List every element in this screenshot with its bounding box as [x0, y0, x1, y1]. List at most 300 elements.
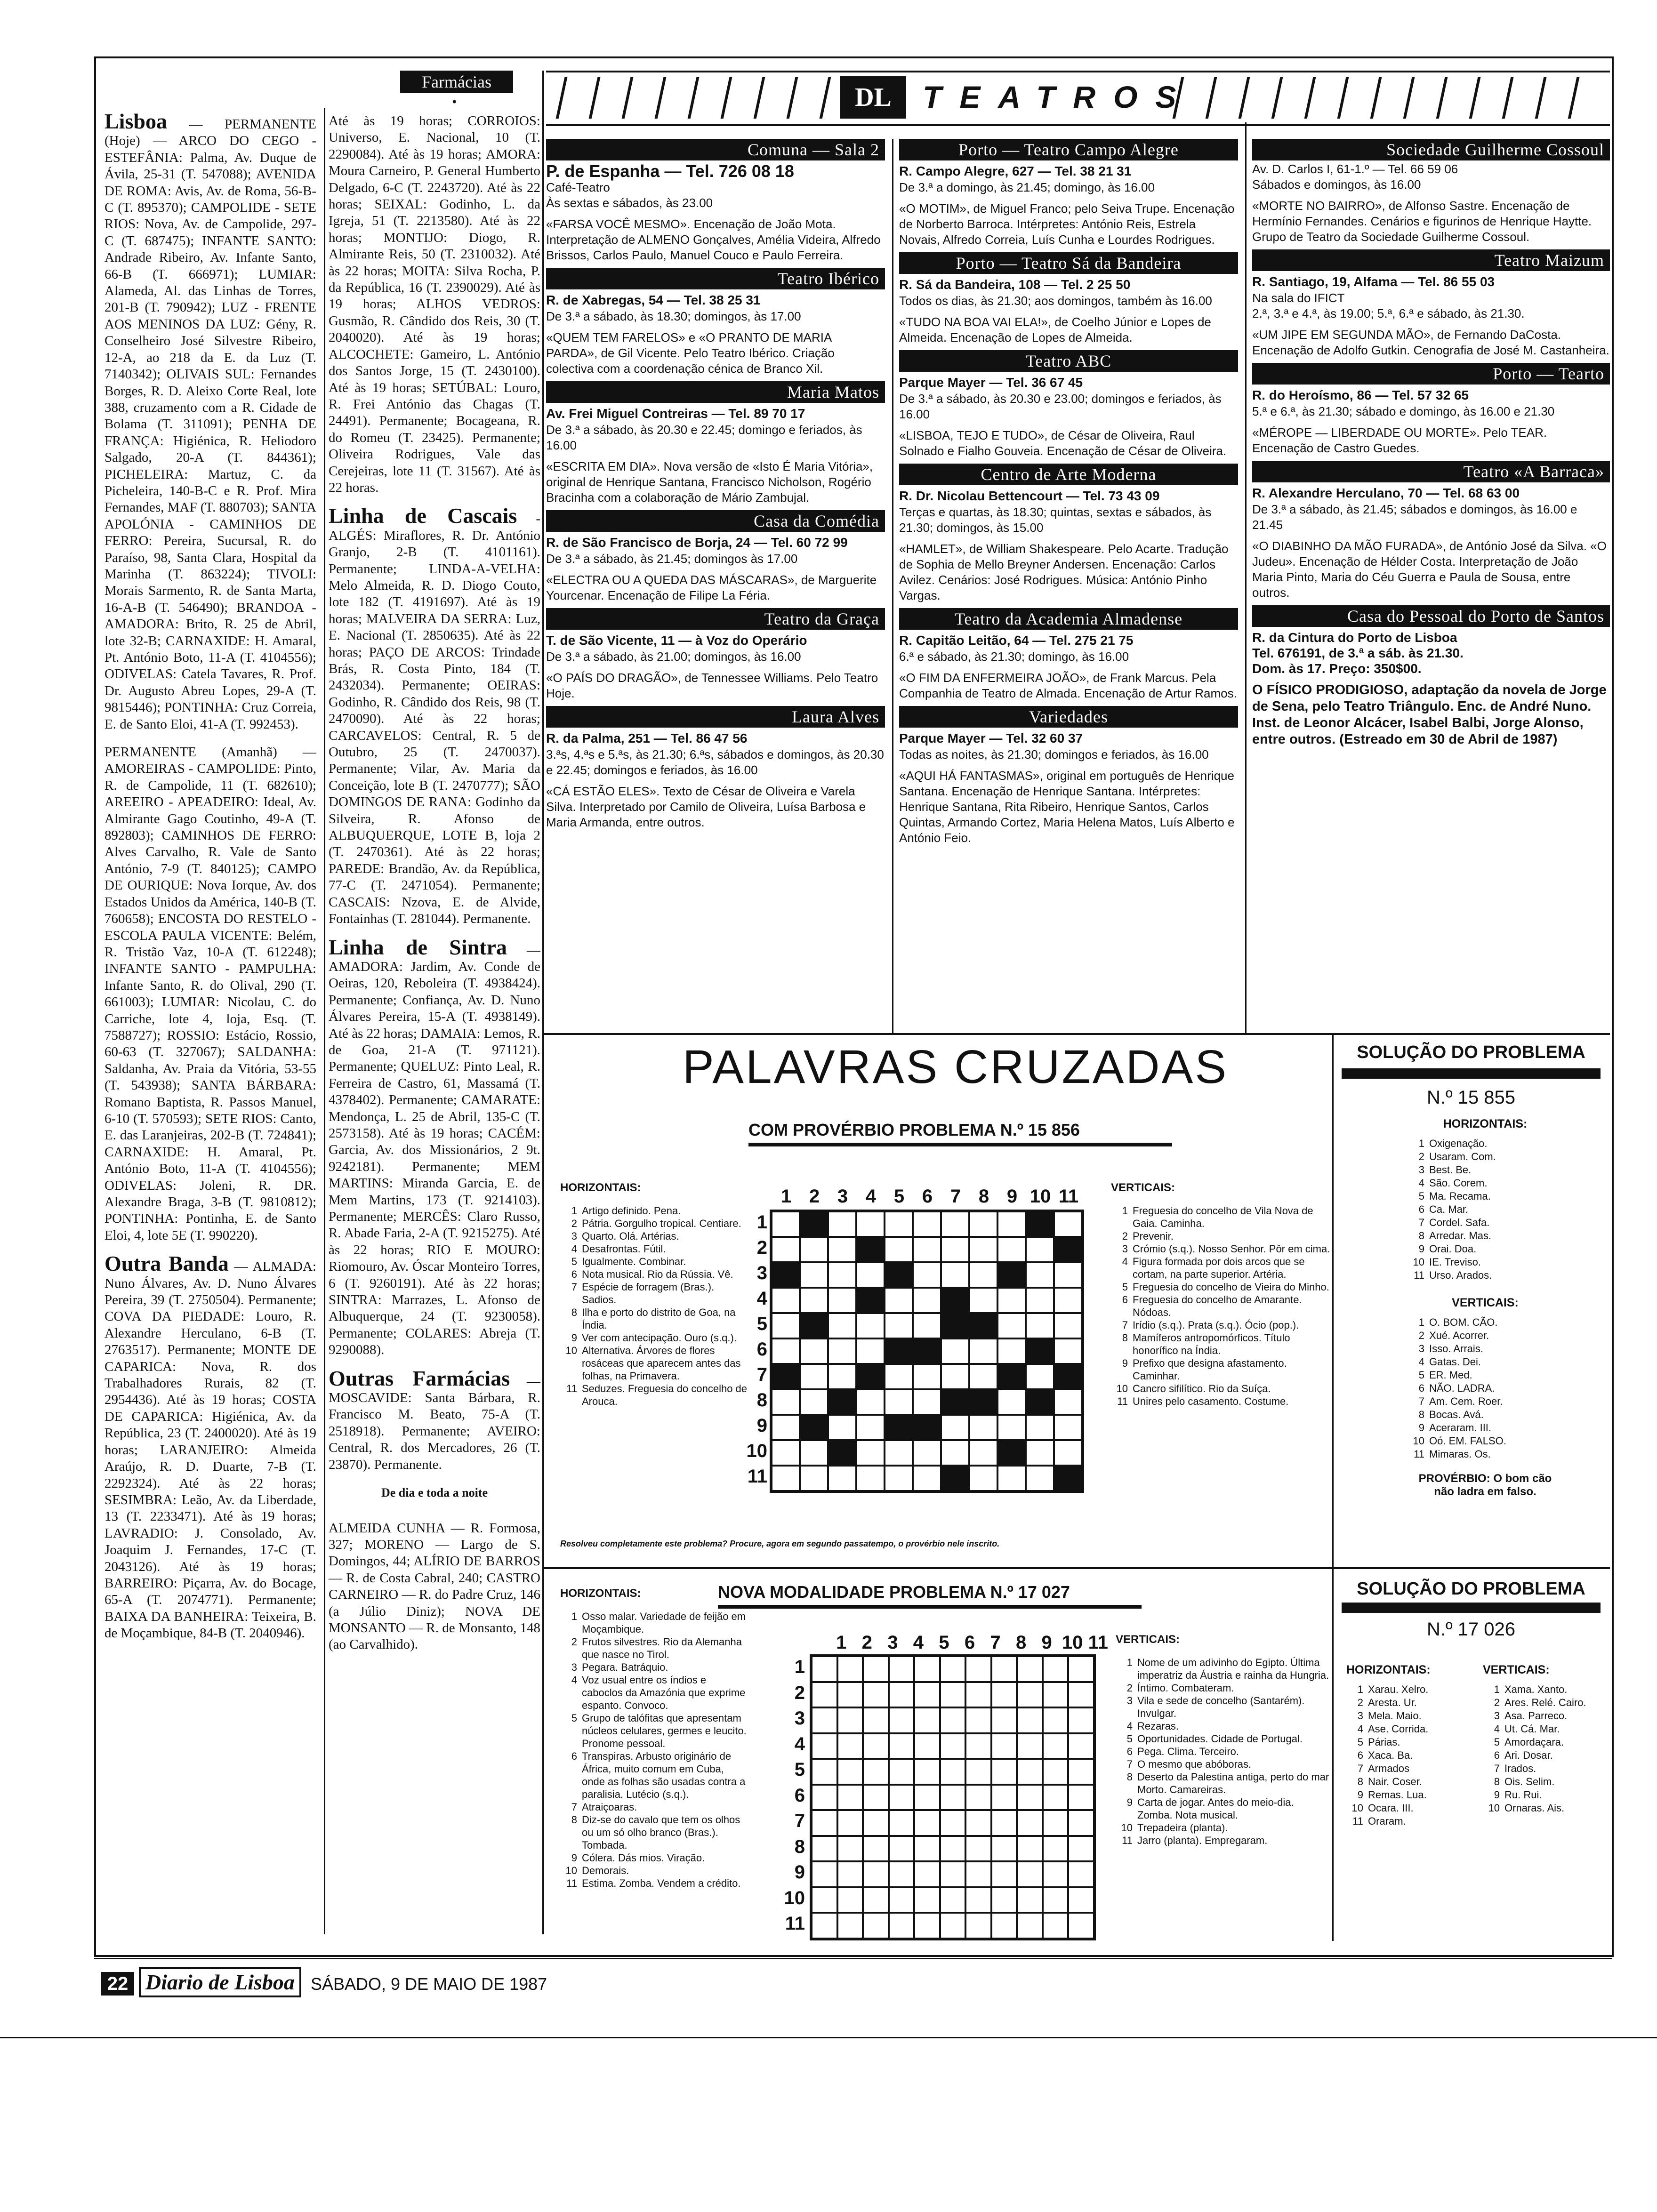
- solution-text: Amordaçara.: [1504, 1736, 1564, 1748]
- farmacia-entry: [105, 1251, 316, 1642]
- grid-cell[interactable]: [1017, 1656, 1043, 1682]
- grid-cell[interactable]: [991, 1656, 1017, 1682]
- grid-cell[interactable]: [837, 1759, 863, 1785]
- clue-text: Voz usual entre os índios e caboclos da Amazónia que exprime espanto. Convoco.: [582, 1674, 746, 1711]
- clue-number: 8: [571, 1306, 577, 1318]
- grid-cell[interactable]: [965, 1913, 991, 1939]
- clue-text: Crómio (s.q.). Nosso Senhor. Pôr em cima.: [1133, 1243, 1330, 1255]
- theatre-schedule: Na sala do IFICT 2.ª, 3.ª e 4.ª, às 19.00; 5.ª, 6.ª e sábado, às 21.30.: [1252, 291, 1525, 321]
- grid-cell[interactable]: [889, 1733, 915, 1759]
- grid-cell[interactable]: [856, 1211, 885, 1237]
- grid-cell[interactable]: [991, 1682, 1017, 1708]
- grid-cell[interactable]: [885, 1237, 913, 1262]
- grid-cell[interactable]: [997, 1415, 1026, 1440]
- grid-cell[interactable]: [914, 1887, 940, 1913]
- solution-text: Xué. Acorrer.: [1429, 1330, 1489, 1341]
- clues-heading: VERTICAIS:: [1111, 1181, 1175, 1194]
- subtitle-underline: [748, 1143, 1172, 1146]
- grid-cell[interactable]: [856, 1415, 885, 1440]
- grid-cell[interactable]: [913, 1364, 941, 1389]
- theatre-listing: [899, 252, 1238, 345]
- grid-cell[interactable]: [837, 1836, 863, 1862]
- grid-cell[interactable]: [863, 1836, 889, 1862]
- grid-cell[interactable]: [914, 1836, 940, 1862]
- grid-cell[interactable]: [828, 1288, 856, 1313]
- grid-cell[interactable]: [1068, 1887, 1094, 1913]
- grid-cell[interactable]: [1017, 1682, 1043, 1708]
- clue-item: [1111, 1395, 1332, 1408]
- solution-item: [1483, 1723, 1601, 1736]
- theatre-play: O FÍSICO PRODIGIOSO, adaptação da novela de Jorge de Sena, pelo Teatro Triângulo. Enc. de André Nuno. Inst. de Leonor Alcácer, Isabel Balbi, Jorge Alonso, entre outros. (Estreado em 30 de Abril de 1987): [1252, 682, 1607, 747]
- grid-cell[interactable]: [837, 1656, 863, 1682]
- row-number: 1: [794, 1657, 805, 1677]
- teatros-column-1: [546, 139, 885, 835]
- grid-cell[interactable]: [863, 1913, 889, 1939]
- grid-cell[interactable]: [997, 1338, 1026, 1364]
- header-slash-mark: [754, 77, 765, 119]
- grid-cell[interactable]: [1068, 1733, 1094, 1759]
- farmacia-text: Até às 19 horas; CORROIOS: Universo, E. Nacional, 10 (T. 2290084). Até às 19 horas; AMORA: Moura Carneiro, P. General Humberto Delgado, 6-C (T. 2243720). Até às 22 horas; SEIXAL: Godinho, L. da Igreja, 51 (T. 2213580). Até às 22 horas; MONTIJO: Diogo, R. Almirante Reis, 50 (T. 2310032). Até às 22 horas; MOITA: Silva Rocha, P. da República, 16 (T. 2390029). Até às 19 horas; ALHOS VEDROS: Gusmão, R. Cândido dos Reis, 30 (T. 2040020). Até às 19 horas; ALCOCHETE: Gameiro, L. António dos Santos Jorge, 15 (T. 2430100). Até às 19 horas; SETÚBAL: Louro, R. Frei António das Chagas (T. 24491). Permanente; Bocageana, R. do Romeu (T. 23425). Permanente; Oliveira Rodrigues, Vale das Cerejeiras, lote 11 (T. 31567). Até às 22 horas.: [329, 113, 540, 495]
- grid-cell[interactable]: [965, 1861, 991, 1887]
- grid-cell[interactable]: [1043, 1810, 1069, 1836]
- clue-text: Trepadeira (planta).: [1137, 1822, 1228, 1834]
- grid-cell[interactable]: [837, 1733, 863, 1759]
- solution-text: Armados: [1368, 1763, 1410, 1774]
- grid-cell[interactable]: [914, 1913, 940, 1939]
- grid-cell[interactable]: [1026, 1415, 1054, 1440]
- grid-cell[interactable]: [837, 1707, 863, 1733]
- solution-text: Oxigenação.: [1429, 1138, 1488, 1149]
- solution-text: Best. Be.: [1429, 1164, 1472, 1176]
- grid-cell[interactable]: [940, 1913, 966, 1939]
- grid-cell[interactable]: [941, 1364, 969, 1389]
- clue-text: Artigo definido. Pena.: [582, 1205, 681, 1217]
- grid-cell[interactable]: [812, 1810, 837, 1836]
- grid-cell[interactable]: [965, 1836, 991, 1862]
- grid-cell[interactable]: [1026, 1237, 1054, 1262]
- grid-cell[interactable]: [772, 1466, 800, 1491]
- grid-cell[interactable]: [1017, 1810, 1043, 1836]
- crossword-subtitle: COM PROVÉRBIO PROBLEMA N.º 15 856: [748, 1120, 1080, 1139]
- row-number: 9: [794, 1862, 805, 1883]
- grid-cell[interactable]: [1026, 1262, 1054, 1288]
- grid-cell[interactable]: [812, 1656, 837, 1682]
- grid-cell[interactable]: [1043, 1913, 1069, 1939]
- grid-cell[interactable]: [863, 1682, 889, 1708]
- grid-cell[interactable]: [889, 1682, 915, 1708]
- grid-cell[interactable]: [991, 1759, 1017, 1785]
- grid-cell[interactable]: [914, 1861, 940, 1887]
- grid-cell[interactable]: [889, 1656, 915, 1682]
- crossword2-grid[interactable]: [810, 1654, 1096, 1940]
- grid-cell[interactable]: [889, 1707, 915, 1733]
- grid-cell[interactable]: [991, 1810, 1017, 1836]
- grid-cell[interactable]: [940, 1733, 966, 1759]
- grid-cell[interactable]: [941, 1211, 969, 1237]
- grid-cell[interactable]: [1068, 1785, 1094, 1811]
- grid-cell[interactable]: [991, 1913, 1017, 1939]
- solution-number: 3: [1418, 1343, 1424, 1354]
- grid-cell[interactable]: [1068, 1759, 1094, 1785]
- grid-cell[interactable]: [914, 1733, 940, 1759]
- header-slash-mark: [721, 77, 732, 119]
- grid-cell[interactable]: [1068, 1861, 1094, 1887]
- crossword1-grid[interactable]: [770, 1210, 1084, 1493]
- grid-cell[interactable]: [991, 1733, 1017, 1759]
- grid-cell[interactable]: [969, 1364, 997, 1389]
- grid-cell[interactable]: [1054, 1440, 1082, 1466]
- solution-text: Aresta. Ur.: [1368, 1697, 1417, 1708]
- grid-cell[interactable]: [1043, 1861, 1069, 1887]
- grid-cell[interactable]: [1054, 1415, 1082, 1440]
- grid-cell[interactable]: [997, 1313, 1026, 1338]
- grid-cell[interactable]: [1054, 1211, 1082, 1237]
- solution-number: 9: [1494, 1789, 1500, 1801]
- clue-number: 10: [1116, 1383, 1128, 1395]
- grid-cell[interactable]: [772, 1237, 800, 1262]
- solution-text: Ois. Selim.: [1504, 1776, 1555, 1787]
- grid-cell[interactable]: [940, 1887, 966, 1913]
- grid-cell[interactable]: [828, 1415, 856, 1440]
- solution-number: 2: [1494, 1697, 1500, 1708]
- grid-cell[interactable]: [969, 1415, 997, 1440]
- grid-cell[interactable]: [772, 1440, 800, 1466]
- theatre-schedule: De 3.ª a domingo, às 21.45; domingo, às 16.00: [899, 180, 1155, 194]
- grid-cell[interactable]: [965, 1656, 991, 1682]
- grid-cell[interactable]: [1026, 1313, 1054, 1338]
- grid-cell[interactable]: [914, 1759, 940, 1785]
- solution-text: Ma. Recama.: [1429, 1190, 1491, 1202]
- grid-cell[interactable]: [940, 1759, 966, 1785]
- grid-cell[interactable]: [812, 1861, 837, 1887]
- grid-cell[interactable]: [969, 1440, 997, 1466]
- solution-number: 10: [1413, 1256, 1424, 1268]
- grid-cell[interactable]: [889, 1810, 915, 1836]
- clue-number: 2: [571, 1218, 577, 1229]
- solution-number: 1: [1418, 1316, 1424, 1328]
- grid-cell[interactable]: [837, 1682, 863, 1708]
- grid-cell[interactable]: [914, 1656, 940, 1682]
- clue-text: Nota musical. Rio da Rússia. Vê.: [582, 1268, 733, 1280]
- grid-cell[interactable]: [1043, 1682, 1069, 1708]
- solution-heading: HORIZONTAIS:: [1443, 1117, 1528, 1130]
- grid-cell[interactable]: [1043, 1836, 1069, 1862]
- column-number: 3: [887, 1632, 898, 1653]
- clue-number: 10: [565, 1345, 577, 1356]
- grid-cell[interactable]: [940, 1861, 966, 1887]
- grid-cell[interactable]: [885, 1211, 913, 1237]
- grid-cell[interactable]: [941, 1338, 969, 1364]
- clue-text: Pátria. Gorgulho tropical. Centiare.: [582, 1218, 741, 1229]
- grid-cell[interactable]: [772, 1211, 800, 1237]
- solution-text: Aceraram. III.: [1429, 1422, 1492, 1434]
- grid-cell[interactable]: [837, 1861, 863, 1887]
- grid-cell[interactable]: [941, 1415, 969, 1440]
- grid-cell[interactable]: [885, 1313, 913, 1338]
- grid-cell[interactable]: [1043, 1785, 1069, 1811]
- grid-cell[interactable]: [812, 1785, 837, 1811]
- grid-cell[interactable]: [913, 1262, 941, 1288]
- grid-cell[interactable]: [965, 1810, 991, 1836]
- solution-item: [1408, 1137, 1563, 1150]
- clue-number: 2: [1122, 1230, 1128, 1242]
- grid-cell[interactable]: [969, 1338, 997, 1364]
- grid-cell[interactable]: [800, 1466, 828, 1491]
- grid-cell[interactable]: [885, 1389, 913, 1415]
- grid-cell[interactable]: [913, 1313, 941, 1338]
- grid-cell[interactable]: [1068, 1836, 1094, 1862]
- grid-cell[interactable]: [997, 1466, 1026, 1491]
- grid-cell[interactable]: [812, 1913, 837, 1939]
- grid-cell[interactable]: [969, 1466, 997, 1491]
- grid-cell[interactable]: [828, 1338, 856, 1364]
- grid-cell[interactable]: [1026, 1288, 1054, 1313]
- grid-cell[interactable]: [913, 1211, 941, 1237]
- grid-cell[interactable]: [940, 1656, 966, 1682]
- grid-cell[interactable]: [772, 1288, 800, 1313]
- grid-cell[interactable]: [800, 1389, 828, 1415]
- column-number: 8: [1015, 1632, 1027, 1653]
- clue-text: Rezaras.: [1137, 1720, 1179, 1732]
- grid-cell[interactable]: [885, 1364, 913, 1389]
- grid-cell[interactable]: [856, 1389, 885, 1415]
- grid-cell[interactable]: [1068, 1656, 1094, 1682]
- grid-cell[interactable]: [1043, 1887, 1069, 1913]
- grid-cell[interactable]: [997, 1211, 1026, 1237]
- grid-cell[interactable]: [812, 1887, 837, 1913]
- grid-cell[interactable]: [965, 1759, 991, 1785]
- grid-cell[interactable]: [969, 1288, 997, 1313]
- grid-cell[interactable]: [889, 1836, 915, 1862]
- grid-cell[interactable]: [812, 1682, 837, 1708]
- grid-cell[interactable]: [828, 1313, 856, 1338]
- theatre-schedule: Café-Teatro Às sextas e sábados, às 23.00: [546, 180, 713, 210]
- grid-cell[interactable]: [828, 1211, 856, 1237]
- grid-cell[interactable]: [800, 1288, 828, 1313]
- theatre-name: Porto — Teatro Sá da Bandeira: [899, 252, 1238, 274]
- clues-heading: HORIZONTAIS:: [560, 1181, 641, 1194]
- grid-cell[interactable]: [913, 1466, 941, 1491]
- grid-cell[interactable]: [863, 1785, 889, 1811]
- grid-cell[interactable]: [913, 1288, 941, 1313]
- grid-cell[interactable]: [1026, 1364, 1054, 1389]
- grid-cell[interactable]: [885, 1466, 913, 1491]
- grid-cell[interactable]: [828, 1466, 856, 1491]
- grid-cell[interactable]: [863, 1733, 889, 1759]
- grid-cell[interactable]: [1017, 1759, 1043, 1785]
- grid-cell[interactable]: [1043, 1707, 1069, 1733]
- grid-cell[interactable]: [1068, 1682, 1094, 1708]
- grid-cell[interactable]: [965, 1887, 991, 1913]
- grid-cell[interactable]: [940, 1707, 966, 1733]
- grid-cell[interactable]: [940, 1682, 966, 1708]
- grid-cell[interactable]: [969, 1211, 997, 1237]
- grid-cell[interactable]: [914, 1785, 940, 1811]
- grid-cell[interactable]: [856, 1262, 885, 1288]
- teatros-column-3: [1252, 139, 1610, 753]
- grid-cell[interactable]: [913, 1389, 941, 1415]
- grid-cell[interactable]: [800, 1440, 828, 1466]
- grid-cell[interactable]: [856, 1466, 885, 1491]
- clue-text: Unires pelo casamento. Costume.: [1133, 1395, 1289, 1407]
- grid-cell[interactable]: [1017, 1913, 1043, 1939]
- grid-cell[interactable]: [1017, 1861, 1043, 1887]
- grid-cell[interactable]: [863, 1759, 889, 1785]
- theatre-play: «LISBOA, TEJO E TUDO», de César de Oliveira, Raul Solnado e Fialho Gouveia. Encenação de César de Oliveira.: [899, 428, 1227, 458]
- header-slash-mark: [1370, 77, 1382, 119]
- theatre-listing: [899, 608, 1238, 701]
- grid-cell[interactable]: [1017, 1733, 1043, 1759]
- column-number: 10: [1030, 1186, 1051, 1207]
- grid-cell[interactable]: [1043, 1656, 1069, 1682]
- farmacias-dot: •: [452, 94, 457, 110]
- clue-text: Osso malar. Variedade de feijão em Moçambique.: [582, 1611, 746, 1635]
- grid-cell[interactable]: [837, 1887, 863, 1913]
- clue-number: 5: [571, 1256, 577, 1267]
- grid-cell[interactable]: [914, 1682, 940, 1708]
- solution-number: 6: [1418, 1382, 1424, 1394]
- grid-cell[interactable]: [863, 1656, 889, 1682]
- solution-item: [1483, 1709, 1601, 1723]
- grid-cell[interactable]: [772, 1313, 800, 1338]
- solution-heading: VERTICAIS:: [1483, 1663, 1550, 1676]
- grid-cell[interactable]: [991, 1785, 1017, 1811]
- row-number: 11: [785, 1913, 805, 1934]
- grid-cell[interactable]: [1068, 1707, 1094, 1733]
- clue-item: [1116, 1720, 1330, 1732]
- grid-cell[interactable]: [772, 1415, 800, 1440]
- grid-cell[interactable]: [800, 1262, 828, 1288]
- grid-cell[interactable]: [1054, 1262, 1082, 1288]
- solution-item: [1408, 1342, 1563, 1355]
- grid-cell[interactable]: [1054, 1338, 1082, 1364]
- grid-cell[interactable]: [812, 1759, 837, 1785]
- grid-black-cell: [800, 1415, 828, 1440]
- clue-number: 3: [1122, 1243, 1128, 1255]
- solution-number: 9: [1357, 1789, 1363, 1801]
- grid-cell[interactable]: [913, 1440, 941, 1466]
- grid-cell[interactable]: [812, 1733, 837, 1759]
- grid-cell[interactable]: [828, 1237, 856, 1262]
- clue-item: [1111, 1281, 1332, 1293]
- grid-cell[interactable]: [991, 1836, 1017, 1862]
- clue-item: [560, 1230, 748, 1242]
- grid-cell[interactable]: [837, 1913, 863, 1939]
- grid-cell[interactable]: [1068, 1913, 1094, 1939]
- grid-cell[interactable]: [941, 1237, 969, 1262]
- grid-cell[interactable]: [941, 1440, 969, 1466]
- theatre-schedule: De 3.ª a sábado, às 20.30 e 23.00; domingos e feriados, às 16.00: [899, 392, 1222, 421]
- grid-cell[interactable]: [991, 1707, 1017, 1733]
- grid-cell[interactable]: [1026, 1466, 1054, 1491]
- clue-number: 1: [1122, 1205, 1128, 1217]
- grid-cell[interactable]: [863, 1810, 889, 1836]
- grid-cell[interactable]: [969, 1237, 997, 1262]
- clue-item: [1111, 1242, 1332, 1255]
- theatre-address: R. do Heroísmo, 86 — Tel. 57 32 65: [1252, 388, 1469, 402]
- grid-cell[interactable]: [812, 1707, 837, 1733]
- grid-cell[interactable]: [889, 1759, 915, 1785]
- grid-cell[interactable]: [969, 1262, 997, 1288]
- grid-cell[interactable]: [885, 1440, 913, 1466]
- clue-number: 1: [1126, 1657, 1133, 1668]
- farmacia-text: - ALGÉS: Miraflores, R. Dr. António Granjo, 2-B (T. 4101161). Permanente; LINDA-A-VELHA: Melo Almeida, R. D. Diogo Couto, lote 182 (T. 4191697). Até às 19 horas; MALVEIRA DA SERRA: Luz, E. Nacional (T. 2850635). Até às 22 horas; PAÇO DE ARCOS: Trindade Brás, R. Costa Pinto, 184 (T. 2432034). Permanente; OEIRAS: Godinho, R. Cândido dos Reis, 98 (T. 2470090). Até às 22 horas; CARCAVELOS: Central, R. 5 de Outubro, 25 (T. 2470037). Permanente; Vilar, Av. Maria da Conceição, lote B (T. 2470777); SÃO DOMINGOS DE RANA: Godinho da Silveira, R. Afonso de ALBUQUERQUE, LOTE B, loja 2 (T. 2470361). Até às 22 horas; PAREDE: Brandão, Av. da República, 77-C (T. 2471054). Permanente; CASCAIS: Nzova, E. de Alvide, Fontainhas (T. 281044). Permanente.: [329, 511, 540, 927]
- clue-number: 9: [1126, 1796, 1133, 1808]
- theatre-play: «QUEM TEM FARELOS» e «O PRANTO DE MARIA PARDA», de Gil Vicente. Pelo Teatro Ibérico. Criação colectiva com a coordenação cénica de Branco Xil.: [546, 330, 835, 376]
- grid-cell[interactable]: [914, 1707, 940, 1733]
- grid-cell[interactable]: [997, 1389, 1026, 1415]
- grid-cell[interactable]: [856, 1338, 885, 1364]
- grid-cell[interactable]: [940, 1836, 966, 1862]
- grid-cell[interactable]: [1017, 1836, 1043, 1862]
- grid-cell[interactable]: [863, 1887, 889, 1913]
- grid-cell[interactable]: [856, 1440, 885, 1466]
- grid-cell[interactable]: [863, 1707, 889, 1733]
- grid-cell[interactable]: [856, 1313, 885, 1338]
- grid-cell[interactable]: [1043, 1733, 1069, 1759]
- grid-cell[interactable]: [828, 1262, 856, 1288]
- grid-cell[interactable]: [965, 1682, 991, 1708]
- clue-text: Cólera. Dás mios. Viração.: [582, 1852, 705, 1864]
- grid-cell[interactable]: [1017, 1887, 1043, 1913]
- theatre-listing: [899, 139, 1238, 248]
- grid-cell[interactable]: [940, 1785, 966, 1811]
- grid-cell[interactable]: [1054, 1313, 1082, 1338]
- grid-cell[interactable]: [800, 1338, 828, 1364]
- grid-cell[interactable]: [812, 1836, 837, 1862]
- grid-cell[interactable]: [991, 1887, 1017, 1913]
- clue-text: Diz-se do cavalo que tem os olhos ou um só olho branco (Bras.). Tombada.: [582, 1814, 740, 1851]
- grid-cell[interactable]: [991, 1861, 1017, 1887]
- grid-cell[interactable]: [885, 1288, 913, 1313]
- grid-cell[interactable]: [889, 1861, 915, 1887]
- grid-cell[interactable]: [1068, 1810, 1094, 1836]
- solution-item: [1346, 1723, 1464, 1736]
- grid-cell[interactable]: [863, 1861, 889, 1887]
- grid-cell[interactable]: [940, 1810, 966, 1836]
- grid-black-cell: [969, 1313, 997, 1338]
- grid-cell[interactable]: [837, 1810, 863, 1836]
- grid-cell[interactable]: [965, 1785, 991, 1811]
- clue-item: [1116, 1821, 1330, 1834]
- grid-cell[interactable]: [800, 1237, 828, 1262]
- grid-cell[interactable]: [1026, 1440, 1054, 1466]
- grid-cell[interactable]: [889, 1887, 915, 1913]
- grid-cell[interactable]: [889, 1913, 915, 1939]
- grid-cell[interactable]: [1054, 1389, 1082, 1415]
- grid-cell[interactable]: [772, 1338, 800, 1364]
- clue-text: Seduzes. Freguesia do concelho de Arouca.: [582, 1383, 748, 1407]
- grid-cell[interactable]: [1043, 1759, 1069, 1785]
- row-number: 8: [794, 1836, 805, 1857]
- grid-cell[interactable]: [997, 1288, 1026, 1313]
- grid-cell[interactable]: [914, 1810, 940, 1836]
- grid-cell[interactable]: [828, 1364, 856, 1389]
- grid-cell[interactable]: [837, 1785, 863, 1811]
- grid-cell[interactable]: [1017, 1785, 1043, 1811]
- column-divider: [324, 108, 325, 1934]
- grid-cell[interactable]: [1017, 1707, 1043, 1733]
- grid-cell[interactable]: [1054, 1288, 1082, 1313]
- grid-cell[interactable]: [941, 1262, 969, 1288]
- grid-cell[interactable]: [913, 1237, 941, 1262]
- grid-cell[interactable]: [965, 1707, 991, 1733]
- grid-cell[interactable]: [889, 1785, 915, 1811]
- grid-cell[interactable]: [965, 1733, 991, 1759]
- grid-cell[interactable]: [772, 1389, 800, 1415]
- grid-cell[interactable]: [800, 1364, 828, 1389]
- grid-cell[interactable]: [997, 1237, 1026, 1262]
